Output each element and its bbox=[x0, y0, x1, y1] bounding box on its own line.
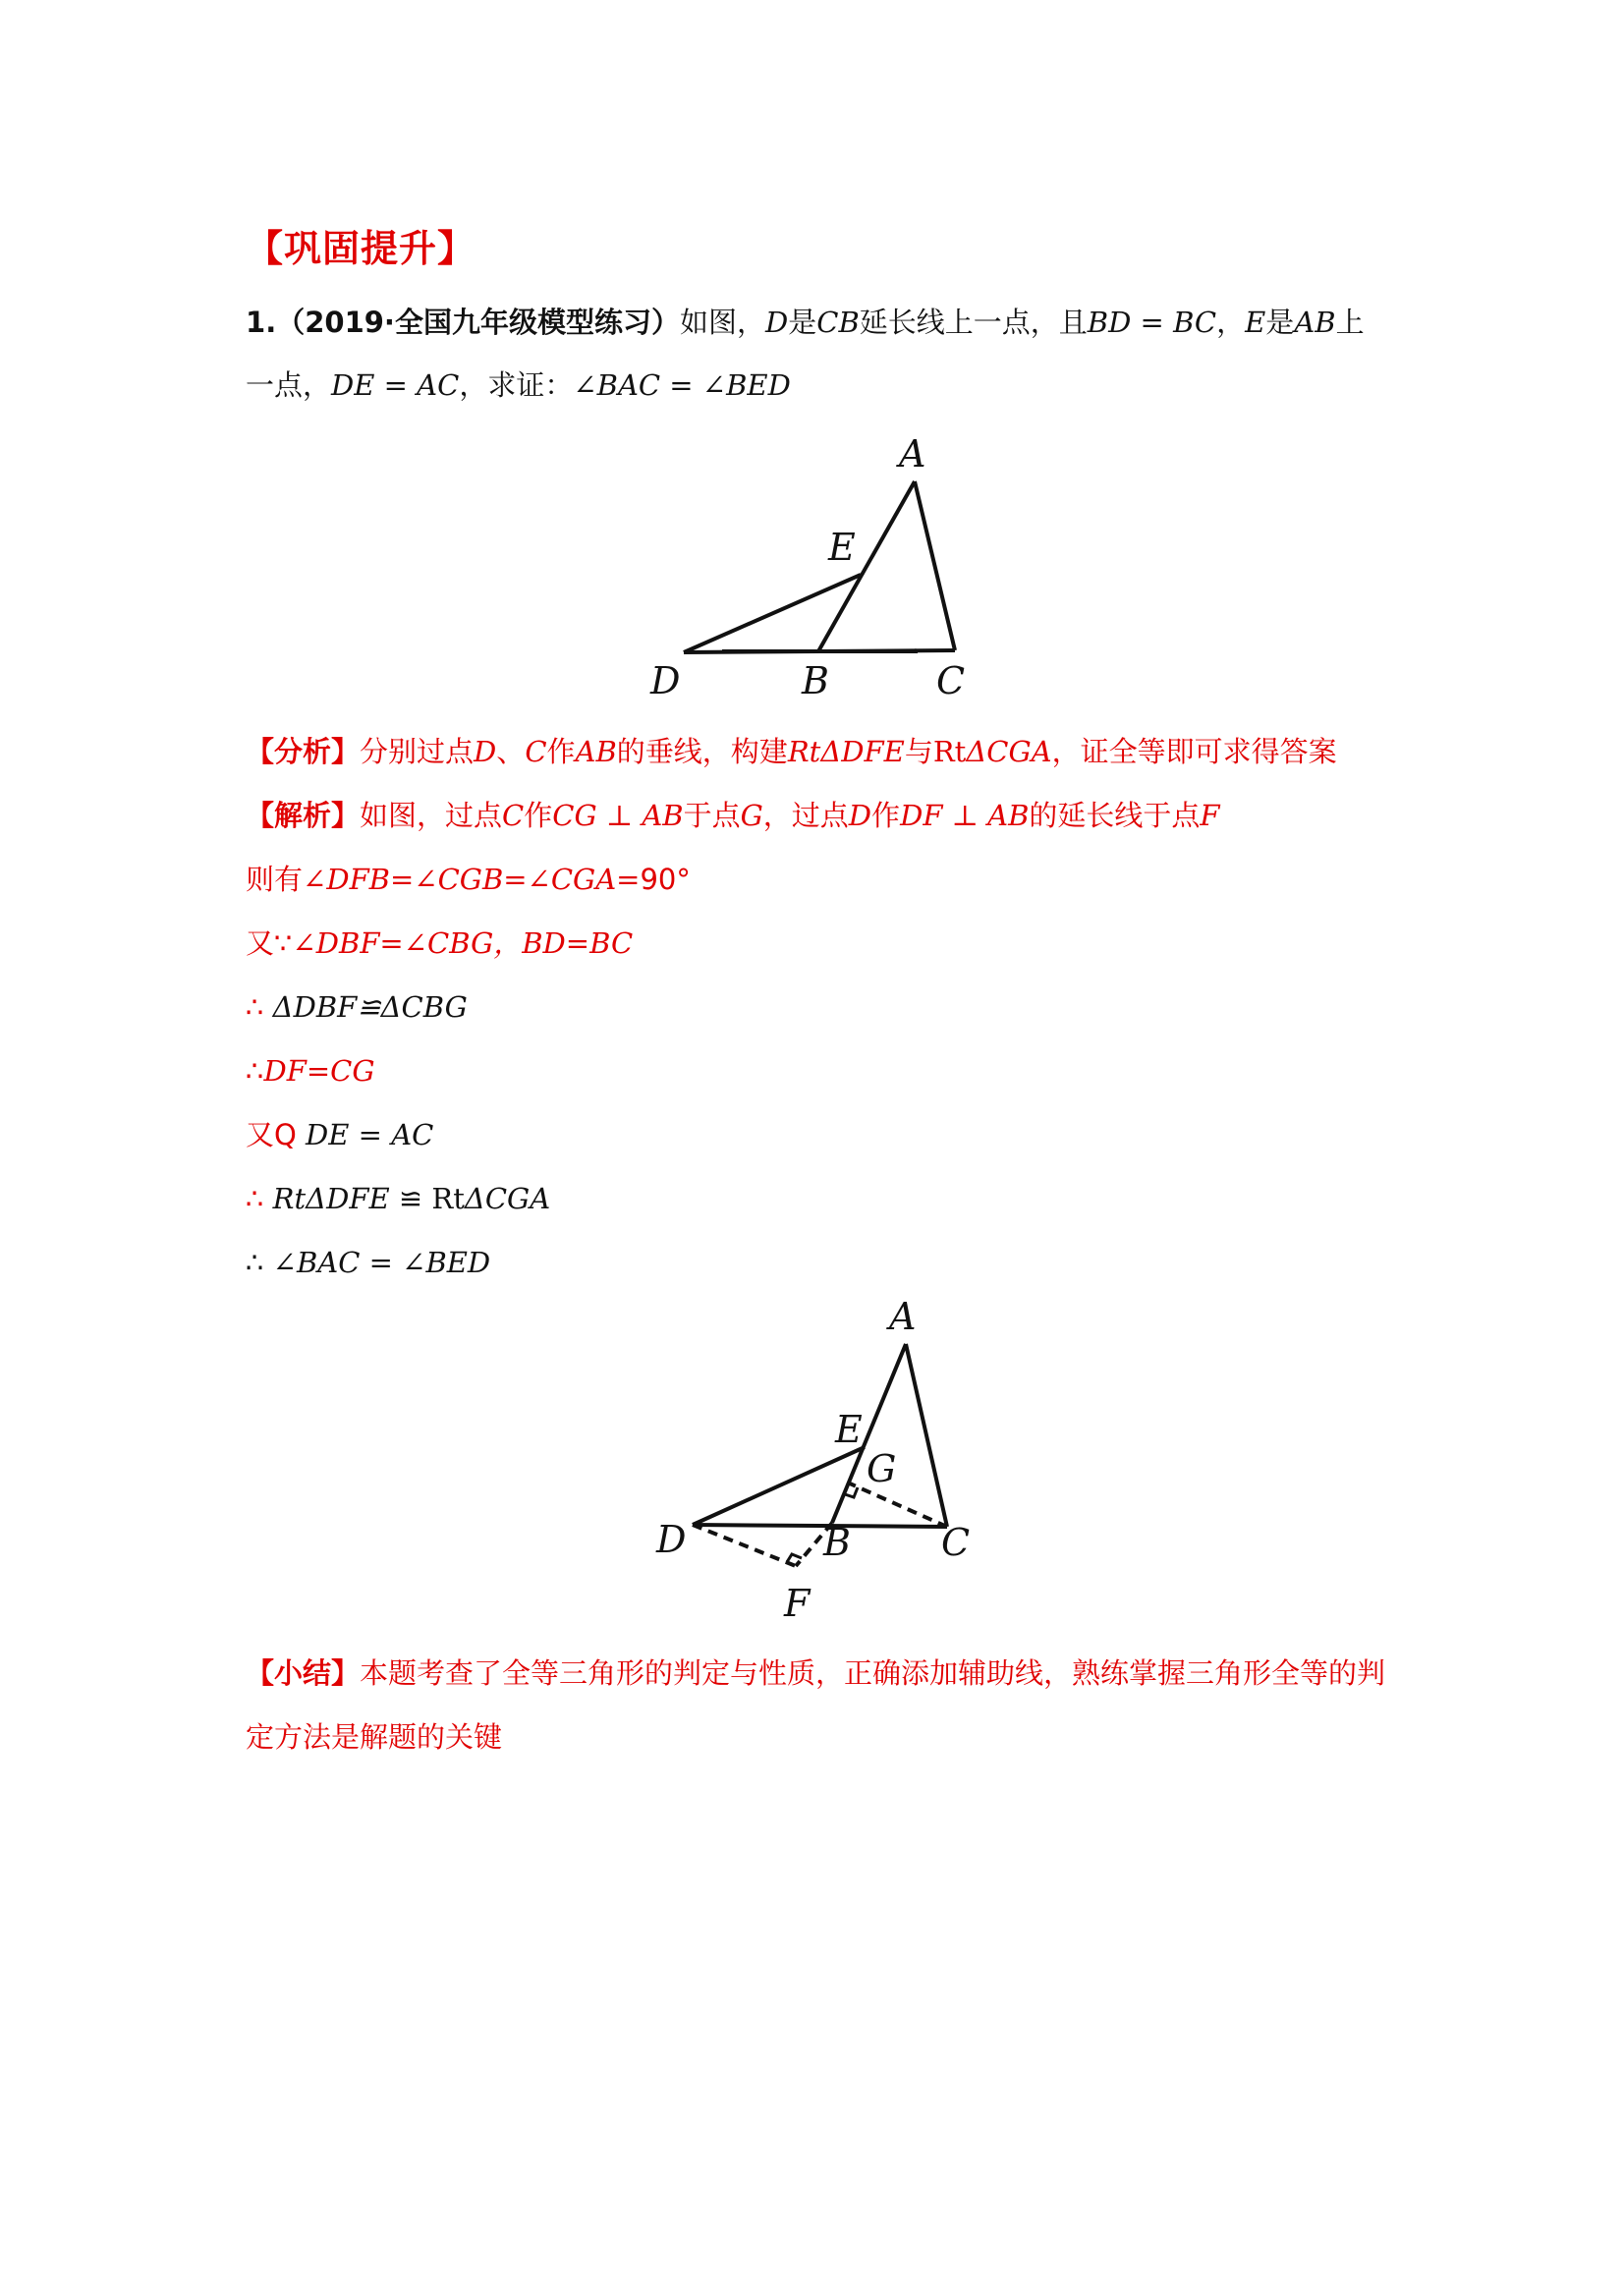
summary-tag: 【小结】 bbox=[246, 1656, 361, 1690]
solution-line-4: ∴ ΔDBF≌ΔCBG bbox=[246, 990, 468, 1024]
problem-goal: ∠BAC = ∠BED bbox=[573, 368, 791, 402]
figure-2 bbox=[648, 1295, 1002, 1629]
solution-line-3: 又∵∠DBF=∠CBG，BD=BC bbox=[246, 926, 634, 960]
fig2-label-c: C bbox=[941, 1521, 971, 1564]
solution-tag: 【解析】 bbox=[246, 799, 361, 832]
summary-line-2: 定方法是解题的关键 bbox=[246, 1720, 503, 1754]
solution-line-5: ∴DF=CG bbox=[246, 1054, 375, 1088]
fig2-label-d: D bbox=[656, 1518, 687, 1561]
fig2-dashed-cg bbox=[850, 1484, 947, 1527]
fig2-label-e: E bbox=[835, 1408, 863, 1451]
fig2-segment-dc bbox=[693, 1525, 947, 1527]
fig1-label-e: E bbox=[828, 526, 856, 569]
fig1-label-a: A bbox=[899, 432, 926, 476]
problem-line-2: 一点，DE = AC，求证：∠BAC = ∠BED bbox=[246, 368, 791, 402]
fig1-label-c: C bbox=[936, 659, 966, 702]
analysis-line: 【分析】分别过点D、C作AB的垂线，构建RtΔDFE与RtΔCGA，证全等即可求得答案 bbox=[246, 735, 1337, 768]
solution-line-8: ∴ ∠BAC = ∠BED bbox=[246, 1246, 491, 1279]
problem-line-1: 1.（2019·全国九年级模型练习）如图，D是CB延长线上一点，且BD = BC，E是AB上 bbox=[246, 306, 1365, 339]
fig2-segment-ac bbox=[906, 1344, 947, 1527]
fig1-segment-ac bbox=[915, 481, 955, 650]
solution-line-2: 则有∠DFB=∠CGB=∠CGA=90° bbox=[246, 863, 691, 896]
solution-line-7: ∴ RtΔDFE ≌ RtΔCGA bbox=[246, 1182, 551, 1215]
fig2-label-a: A bbox=[889, 1295, 917, 1338]
fig2-label-g: G bbox=[867, 1447, 897, 1490]
fig1-label-b: B bbox=[802, 659, 829, 702]
fig2-segment-de bbox=[693, 1447, 865, 1525]
fig1-segment-de bbox=[684, 575, 861, 652]
problem-number: 1 bbox=[246, 306, 266, 339]
analysis-tag: 【分析】 bbox=[246, 735, 361, 768]
fig2-label-b: B bbox=[823, 1521, 851, 1564]
solution-line-6: 又Q DE = AC bbox=[246, 1118, 434, 1151]
problem-source: （2019·全国九年级模型练习） bbox=[276, 306, 680, 339]
solution-line-1: 【解析】如图，过点C作CG ⊥ AB于点G，过点D作DF ⊥ AB的延长线于点F bbox=[246, 799, 1220, 832]
summary-line-1: 【小结】本题考查了全等三角形的判定与性质，正确添加辅助线，熟练掌握三角形全等的判 bbox=[246, 1656, 1386, 1690]
fig2-dashed-df bbox=[693, 1525, 796, 1566]
section-title: 【巩固提升】 bbox=[246, 227, 476, 270]
figure-1 bbox=[629, 422, 1002, 707]
fig2-label-f: F bbox=[784, 1582, 811, 1625]
fig1-label-d: D bbox=[650, 659, 681, 702]
